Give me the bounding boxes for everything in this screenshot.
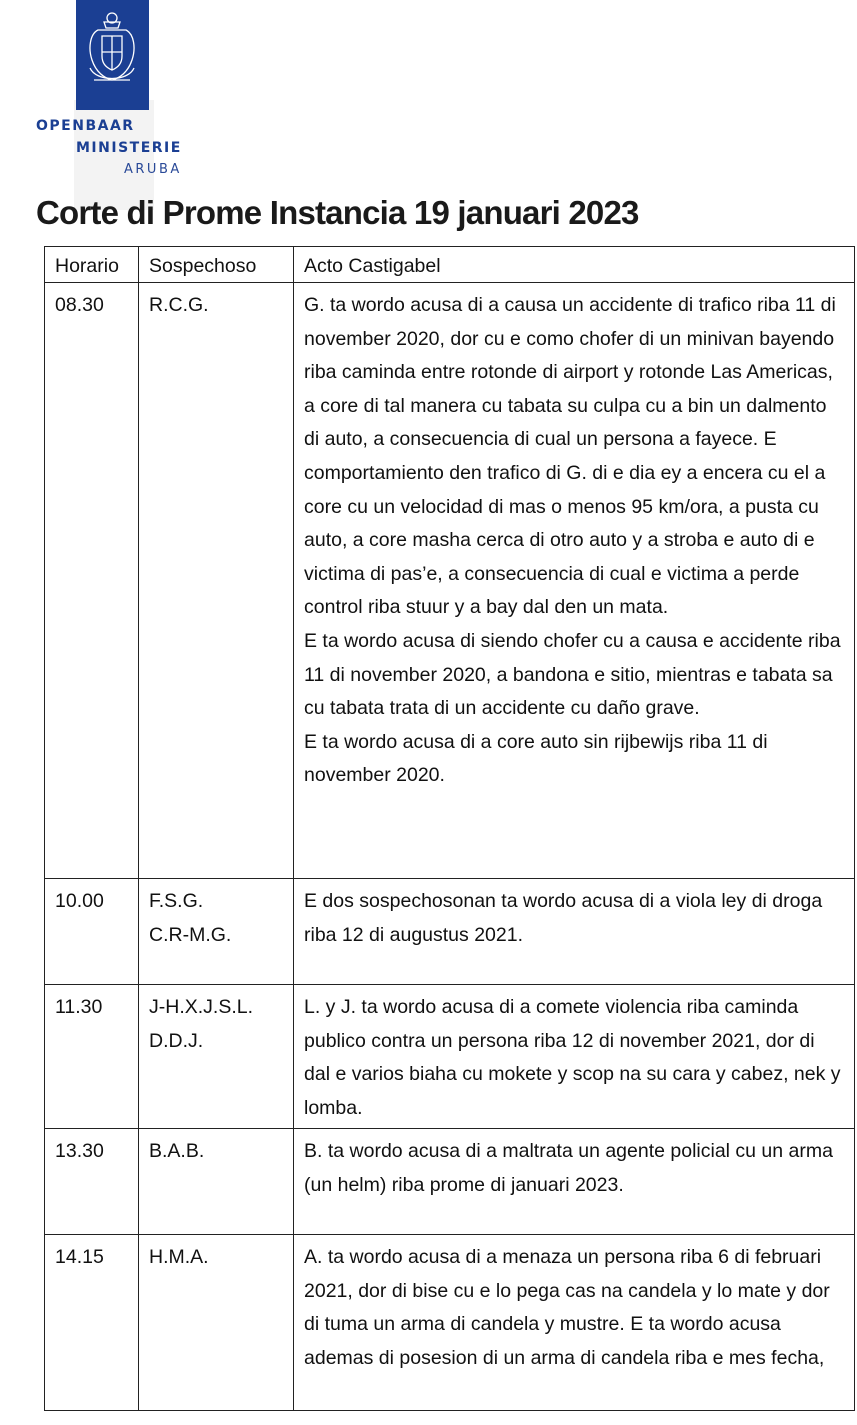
column-header-acto-castigabel: Acto Castigabel bbox=[294, 247, 855, 283]
suspect-name: H.M.A. bbox=[149, 1246, 209, 1268]
time-cell: 14.15 bbox=[45, 1235, 139, 1411]
offense-paragraph: B. ta wordo acusa di a maltrata un agente policial cu un arma (un helm) riba prome di januari 2023. bbox=[304, 1140, 833, 1196]
offense-cell bbox=[294, 283, 855, 879]
page-title: Corte di Prome Instancia 19 januari 2023 bbox=[36, 194, 639, 231]
offense-paragraph: G. ta wordo acusa di a causa un accidente di trafico riba 11 di november 2020, dor cu e como chofer di un minivan bayendo riba caminda entre rotonde di airport y rotonde Las Americas, a core di tal manera cu tabata su culpa cu a bin un dalmento di auto, a consecuencia di cual un persona a fayece. E comportamiento den trafico di G. di e dia ey a encera cu el a core cu un velocidad di mas o menos 95 km/ora, a pusta cu auto, a core masha cerca di otro auto y a stroba e auto di e victima di pas’e, a consecuencia di cual e victima a perde control riba stuur y a bay dal den un mata. bbox=[304, 294, 836, 619]
suspect-name: R.C.G. bbox=[149, 294, 209, 316]
offense-paragraph: L. y J. ta wordo acusa di a comete violencia riba caminda publico contra un persona riba 12 di november 2021, dor di dal e varios biaha cu mokete y scop na su cara y cabez, nek y lomba. bbox=[304, 996, 841, 1119]
offense-paragraph: A. ta wordo acusa di a menaza un persona riba 6 di februari 2021, dor di bise cu e lo pega cas na candela y lo mate y dor di tuma un arma di candela y mustre. E ta wordo acusa ademas di posesion di un arma di candela riba e mes fecha, bbox=[304, 1246, 830, 1369]
table-row bbox=[45, 879, 855, 985]
suspect-cell bbox=[139, 879, 294, 985]
suspect-name: D.D.J. bbox=[149, 1029, 204, 1052]
table-row bbox=[45, 985, 855, 1129]
suspect-cell bbox=[139, 1129, 294, 1235]
offense-cell bbox=[294, 879, 855, 985]
logo-text-line-1: OPENBAAR bbox=[36, 118, 135, 134]
time-cell: 13.30 bbox=[45, 1129, 139, 1235]
suspect-name: B.A.B. bbox=[149, 1140, 205, 1162]
time-cell: 10.00 bbox=[45, 879, 139, 985]
column-header-sospechoso: Sospechoso bbox=[139, 247, 294, 283]
time-cell: 08.30 bbox=[45, 283, 139, 879]
offense-cell bbox=[294, 985, 855, 1129]
table-row bbox=[45, 1235, 855, 1411]
schedule-table bbox=[44, 246, 855, 1411]
logo-text-line-3: ARUBA bbox=[124, 162, 182, 177]
coat-of-arms-icon bbox=[82, 8, 143, 98]
suspect-name: F.S.G. bbox=[149, 890, 204, 912]
offense-paragraph: E ta wordo acusa di siendo chofer cu a causa e accidente riba 11 di november 2020, a bandona e sitio, mientras e tabata sa cu tabata trata di un accidente cu daño grave. bbox=[304, 629, 841, 720]
suspect-cell bbox=[139, 985, 294, 1129]
table-row bbox=[45, 283, 855, 879]
suspect-name: C.R-M.G. bbox=[149, 923, 232, 946]
table-header-row bbox=[45, 247, 855, 283]
offense-cell bbox=[294, 1235, 855, 1411]
time-cell: 11.30 bbox=[45, 985, 139, 1129]
offense-paragraph: E dos sospechosonan ta wordo acusa di a viola ley di droga riba 12 di augustus 2021. bbox=[304, 890, 823, 946]
logo-text-line-2: MINISTERIE bbox=[76, 140, 182, 156]
coat-of-arms-logo bbox=[76, 0, 149, 110]
suspect-cell bbox=[139, 1235, 294, 1411]
suspect-name: J-H.X.J.S.L. bbox=[149, 996, 254, 1018]
column-header-horario: Horario bbox=[45, 247, 139, 283]
offense-paragraph: E ta wordo acusa di a core auto sin rijbewijs riba 11 di november 2020. bbox=[304, 730, 768, 787]
offense-cell bbox=[294, 1129, 855, 1235]
suspect-cell bbox=[139, 283, 294, 879]
table-row bbox=[45, 1129, 855, 1235]
